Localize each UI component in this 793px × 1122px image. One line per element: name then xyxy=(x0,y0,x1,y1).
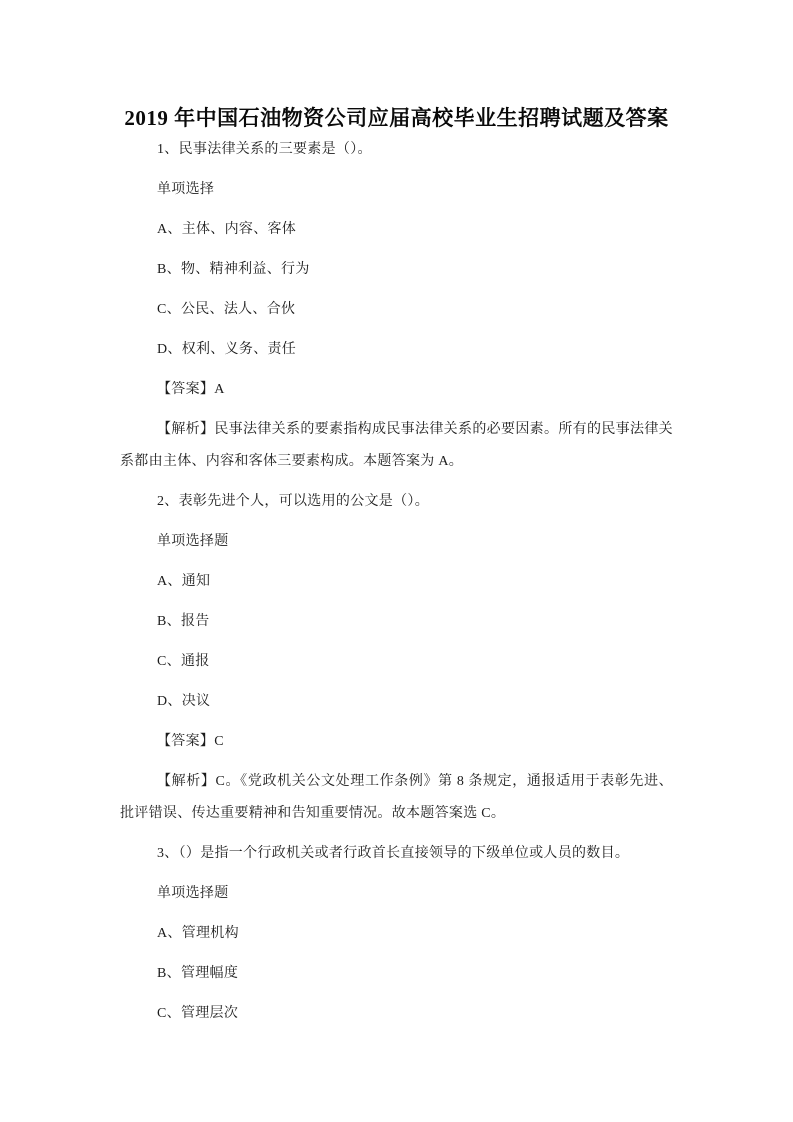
question-1-option-b: B、物、精神利益、行为 xyxy=(157,262,310,277)
question-2-type-label: 单项选择题 xyxy=(157,534,229,549)
question-1-type-label: 单项选择 xyxy=(157,182,215,197)
question-1-option-c: C、公民、法人、合伙 xyxy=(157,302,296,317)
question-2-option-a: A、通知 xyxy=(157,574,211,589)
question-3-option-a: A、管理机构 xyxy=(157,926,239,941)
question-1-text: 1、民事法律关系的三要素是（）。 xyxy=(157,142,372,157)
question-3-text: 3、（）是指一个行政机关或者行政首长直接领导的下级单位或人员的数目。 xyxy=(157,846,630,861)
question-1-analysis: 【解析】民事法律关系的要素指构成民事法律关系的必要因素。所有的民事法律关系都由主体、内容和客体三要素构成。本题答案为 A。 xyxy=(120,422,673,469)
question-2-option-b: B、报告 xyxy=(157,614,210,629)
question-1-answer: 【答案】A xyxy=(157,382,225,397)
question-3-option-c: C、管理层次 xyxy=(157,1006,239,1021)
question-2-analysis: 【解析】C。《党政机关公文处理工作条例》第 8 条规定，通报适用于表彰先进、批评错误、传达重要精神和告知重要情况。故本题答案选 C。 xyxy=(120,774,673,821)
question-3-type-label: 单项选择题 xyxy=(157,886,229,901)
question-3-option-b: B、管理幅度 xyxy=(157,966,239,981)
question-1-option-a: A、主体、内容、客体 xyxy=(157,222,297,237)
question-2-answer: 【答案】C xyxy=(157,734,224,749)
page-title: 2019 年中国石油物资公司应届高校毕业生招聘试题及答案 xyxy=(124,106,669,130)
question-2-text: 2、表彰先进个人，可以选用的公文是（）。 xyxy=(157,494,429,509)
question-2-option-c: C、通报 xyxy=(157,654,210,669)
question-1-option-d: D、权利、义务、责任 xyxy=(157,342,297,357)
question-2-option-d: D、决议 xyxy=(157,694,211,709)
